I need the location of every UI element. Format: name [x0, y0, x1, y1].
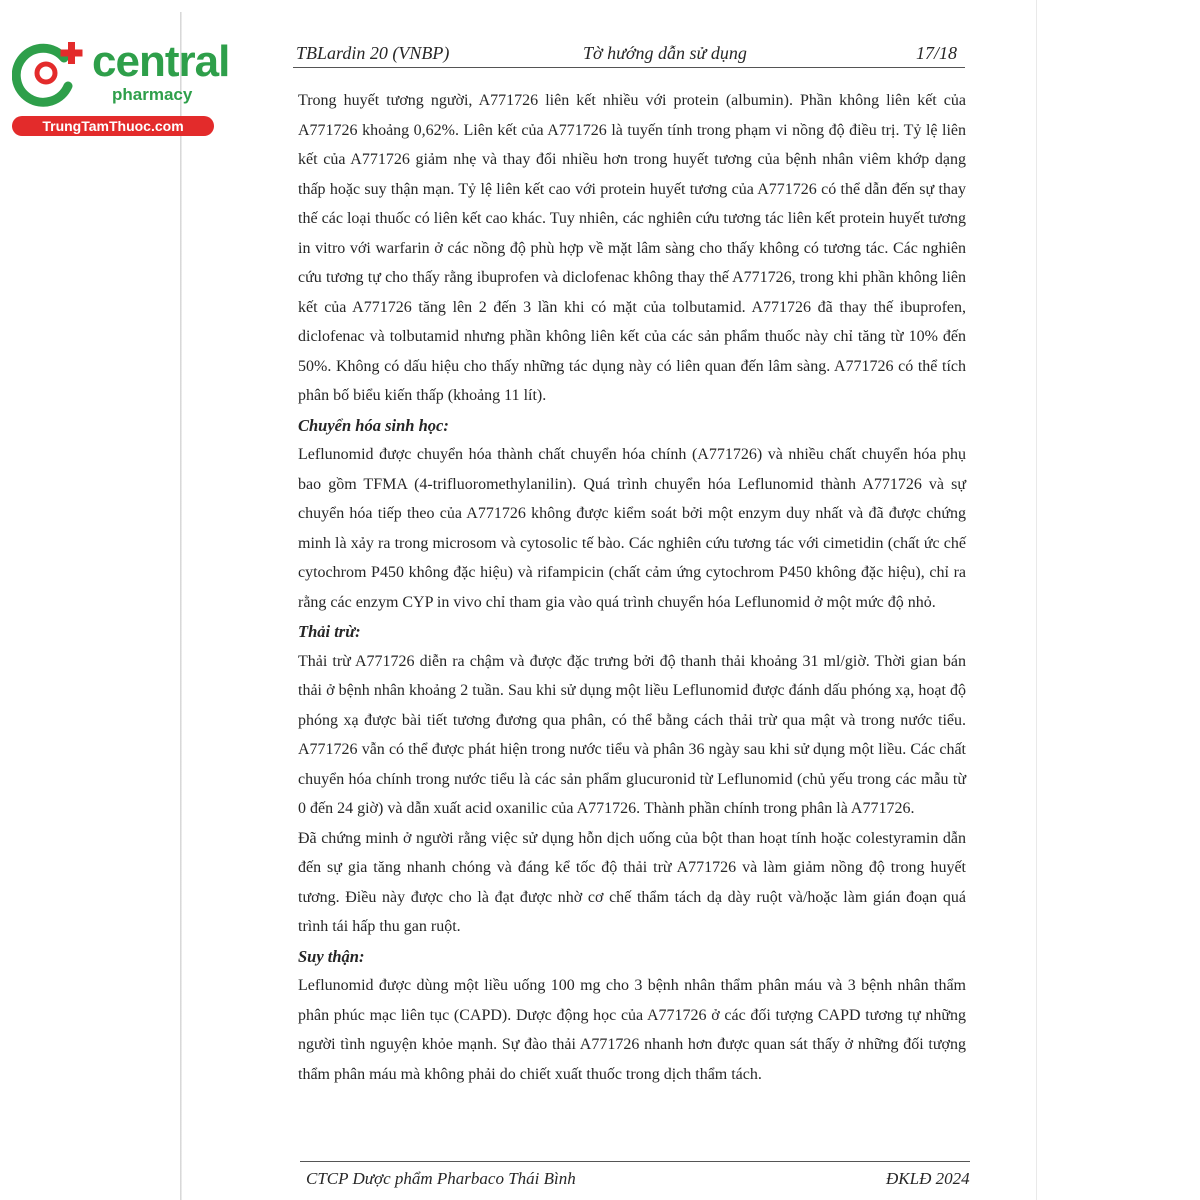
pharmacy-cross-logo-icon — [12, 38, 88, 108]
heading-biotransformation: Chuyển hóa sinh học: — [298, 415, 449, 435]
logo-site-url: TrungTamThuoc.com — [12, 116, 214, 136]
heading-elimination: Thải trừ: — [298, 622, 361, 641]
central-pharmacy-logo — [8, 32, 230, 142]
footer-company: CTCP Dược phẩm Pharbaco Thái Bình — [306, 1169, 576, 1188]
paragraph-elimination: Thải trừ A771726 diễn ra chậm và được đặc trưng bởi độ thanh thải khoảng 31 ml/giờ. Thời gian bán thải ở bệnh nhân khoảng 2 tuần. Sau khi sử dụng một liều Leflunomid được đánh dấu phóng xạ, hoạt độ phóng xạ được bài tiết tương đương qua phân, có thể bằng cách thải trừ qua mật và trong nước tiểu. A771726 vẫn có thể được phát hiện trong nước tiểu và phân 36 ngày sau khi sử dụng một liều. Các chất chuyển hóa chính trong nước tiểu là các sản phẩm glucuronid từ Leflunomid (chủ yếu trong các mẫu từ 0 đến 24 giờ) và dẫn xuất acid oxanilic của A771726. Thành phần chính trong phân là A771726. — [298, 652, 966, 817]
heading-renal-impairment: Suy thận: — [298, 946, 365, 966]
page-edge-right — [1036, 0, 1037, 1200]
logo-brand-name: central — [92, 37, 230, 86]
header-product-name: TBLardin 20 (VNBP) — [296, 43, 450, 63]
paragraph-renal-impairment: Leflunomid được dùng một liều uống 100 mg cho 3 bệnh nhân thẩm phân máu và 3 bệnh nhân thẩm phân phúc mạc liên tục (CAPD). Dược động học của A771726 ở các đối tượng CAPD tương tự những người tình nguyện khỏe mạnh. Sự đào thải A771726 nhanh hơn được quan sát thấy ở những đối tượng thẩm phân máu mà không phải do chiết xuất thuốc trong dịch thẩm tách. — [298, 977, 966, 1083]
document-body — [298, 86, 966, 1089]
header-divider — [293, 67, 965, 68]
paragraph-protein-binding: Trong huyết tương người, A771726 liên kết nhiều với protein (albumin). Phần không liên kết của A771726 khoảng 0,62%. Liên kết của A771726 là tuyến tính trong phạm vi nồng độ điều trị. Tỷ lệ liên kết của A771726 giảm nhẹ và thay đổi nhiều hơn trong huyết tương của bệnh nhân viêm khớp dạng thấp hoặc suy thận mạn. Tỷ lệ liên kết cao với protein huyết tương của A771726 có thể dẫn đến sự thay thế các loại thuốc có liên kết cao khác. Tuy nhiên, các nghiên cứu tương tác liên kết protein huyết tương in vitro với warfarin ở các nồng độ phù hợp về mặt lâm sàng cho thấy không có tương tác. Các nghiên cứu tương tự cho thấy rằng ibuprofen và diclofenac không thay thế A771726, trong khi phần không liên kết của A771726 tăng lên 2 đến 3 lần khi có mặt của tolbutamid. A771726 đã thay thế ibuprofen, diclofenac và tolbutamid nhưng phần không liên kết của các sản phẩm thuốc này chỉ tăng từ 10% đến 50%. Không có dấu hiệu cho thấy những tác dụng này có liên quan đến lâm sàng. A771726 có thể tích phân bố biểu kiến thấp (khoảng 11 lít). — [298, 92, 966, 404]
page-edge-shadow — [180, 12, 182, 1200]
footer-divider — [300, 1161, 970, 1162]
header-page-number: 17/18 — [916, 43, 958, 63]
logo-brand-sub: pharmacy — [112, 85, 193, 104]
footer-registration-code: ĐKLĐ 2024 — [886, 1169, 970, 1188]
header-document-title: Tờ hướng dẫn sử dụng — [583, 43, 747, 63]
paragraph-elimination-enhancement: Đã chứng minh ở người rằng việc sử dụng hỗn dịch uống của bột than hoạt tính hoặc colestyramin dẫn đến sự gia tăng nhanh chóng và đáng kể tốc độ thải trừ A771726 và làm giảm nồng độ trong huyết tương. Điều này được cho là đạt được nhờ cơ chế thẩm tách dạ dày ruột và/hoặc làm gián đoạn quá trình tái hấp thu gan ruột. — [298, 829, 966, 935]
paragraph-biotransformation: Leflunomid được chuyển hóa thành chất chuyển hóa chính (A771726) và nhiều chất chuyển hóa phụ bao gồm TFMA (4-trifluoromethylanilin). Quá trình chuyển hóa Leflunomid thành A771726 và sự chuyển hóa tiếp theo của A771726 không được kiểm soát bởi một enzym duy nhất và đã được chứng minh là xảy ra trong microsom và cytosolic tế bào. Các nghiên cứu tương tác với cimetidin (chất ức chế cytochrom P450 không đặc hiệu) và rifampicin (chất cảm ứng cytochrom P450 không đặc hiệu), chỉ ra rằng các enzym CYP in vivo chỉ tham gia vào quá trình chuyển hóa Leflunomid ở một mức độ nhỏ. — [298, 446, 966, 611]
